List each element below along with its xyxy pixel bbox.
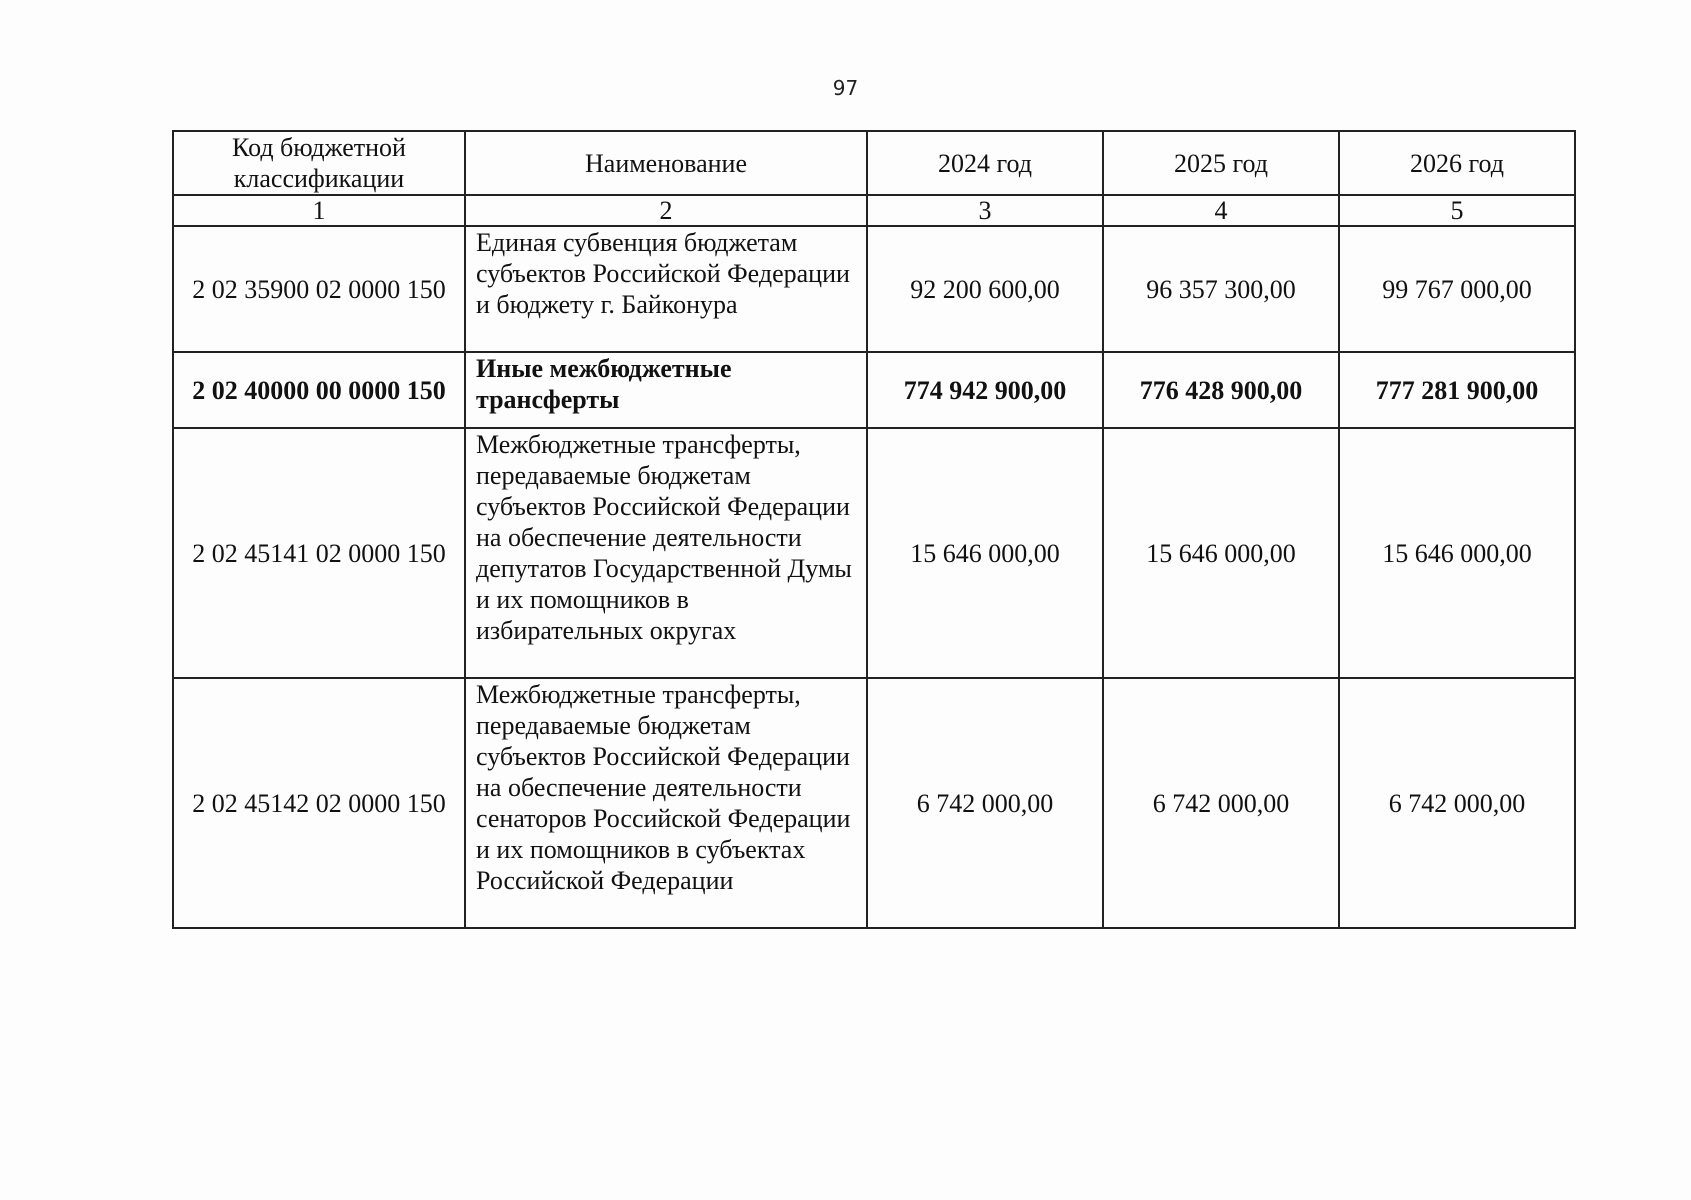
row-name: Межбюджетные трансферты, передаваемые бюджетам субъектов Российской Федерации на обеспечение деятельности сенаторов Российской Федерации и их помощников в субъектах Российской Федерации (465, 678, 867, 928)
column-number-row (173, 195, 1575, 226)
page-number: 97 (832, 76, 859, 100)
row-value-2026: 99 767 000,00 (1339, 226, 1575, 352)
column-number: 4 (1103, 195, 1339, 226)
row-name: Единая субвенция бюджетам субъектов Российской Федерации и бюджету г. Байконура (465, 226, 867, 352)
row-value-2024: 6 742 000,00 (867, 678, 1103, 928)
table-header-row (173, 131, 1575, 195)
row-value-2024: 92 200 600,00 (867, 226, 1103, 352)
column-number: 3 (867, 195, 1103, 226)
budget-table (172, 130, 1576, 929)
row-value-2026: 777 281 900,00 (1339, 352, 1575, 428)
row-code: 2 02 45141 02 0000 150 (173, 428, 465, 678)
row-code: 2 02 45142 02 0000 150 (173, 678, 465, 928)
column-number: 1 (173, 195, 465, 226)
header-name: Наименование (465, 131, 867, 195)
row-code: 2 02 35900 02 0000 150 (173, 226, 465, 352)
table-row (173, 678, 1575, 928)
row-value-2025: 96 357 300,00 (1103, 226, 1339, 352)
column-number: 2 (465, 195, 867, 226)
row-name: Иные межбюджетные трансферты (465, 352, 867, 428)
header-2024: 2024 год (867, 131, 1103, 195)
table-row (173, 226, 1575, 352)
header-2025: 2025 год (1103, 131, 1339, 195)
header-2026: 2026 год (1339, 131, 1575, 195)
header-code: Код бюджетной классификации (173, 131, 465, 195)
row-code: 2 02 40000 00 0000 150 (173, 352, 465, 428)
row-value-2025: 6 742 000,00 (1103, 678, 1339, 928)
table-row (173, 352, 1575, 428)
table-row (173, 428, 1575, 678)
row-value-2024: 15 646 000,00 (867, 428, 1103, 678)
row-value-2024: 774 942 900,00 (867, 352, 1103, 428)
row-value-2026: 6 742 000,00 (1339, 678, 1575, 928)
row-value-2026: 15 646 000,00 (1339, 428, 1575, 678)
row-value-2025: 15 646 000,00 (1103, 428, 1339, 678)
row-name: Межбюджетные трансферты, передаваемые бюджетам субъектов Российской Федерации на обеспечение деятельности депутатов Государственной Думы и их помощников в избирательных округах (465, 428, 867, 678)
row-value-2025: 776 428 900,00 (1103, 352, 1339, 428)
column-number: 5 (1339, 195, 1575, 226)
